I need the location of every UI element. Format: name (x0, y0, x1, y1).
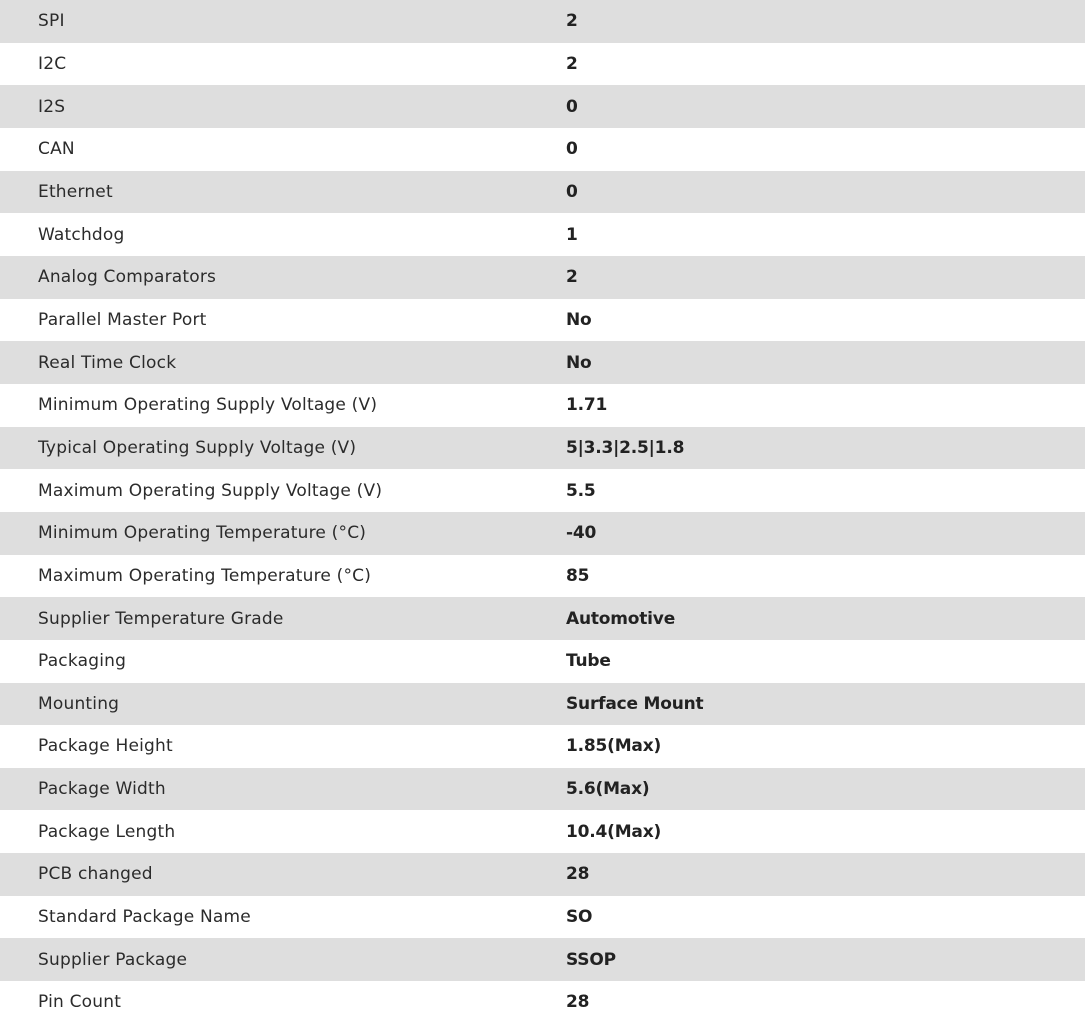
spec-label: Package Width (38, 779, 166, 800)
spec-label: Ethernet (38, 181, 113, 202)
spec-label: Supplier Package (38, 949, 188, 970)
spec-value: 0 (566, 181, 578, 202)
spec-label: SPI (38, 11, 65, 32)
spec-value: No (566, 309, 592, 330)
spec-value: Automotive (566, 608, 676, 629)
spec-label: Parallel Master Port (38, 309, 207, 330)
spec-label: Pin Count (38, 992, 122, 1013)
table-row (0, 171, 1085, 214)
table-row (0, 512, 1085, 555)
spec-label: Package Length (38, 821, 176, 842)
table-row (0, 427, 1085, 470)
spec-label: Supplier Temperature Grade (38, 608, 284, 629)
spec-label: Mounting (38, 693, 120, 714)
spec-value: Surface Mount (566, 693, 704, 714)
spec-value: 5|3.3|2.5|1.8 (566, 437, 685, 458)
table-row (0, 213, 1085, 256)
spec-label: I2S (38, 96, 66, 117)
spec-value: Tube (566, 651, 611, 672)
spec-value: 0 (566, 139, 578, 160)
spec-label: Standard Package Name (38, 907, 251, 928)
spec-value: 5.6(Max) (566, 779, 650, 800)
table-row (0, 725, 1085, 768)
spec-value: -40 (566, 523, 597, 544)
spec-label: Packaging (38, 651, 127, 672)
spec-value: 2 (566, 267, 578, 288)
spec-label: Minimum Operating Supply Voltage (V) (38, 395, 378, 416)
spec-value: 0 (566, 96, 578, 117)
table-row (0, 981, 1085, 1024)
table-row (0, 43, 1085, 86)
spec-label: Analog Comparators (38, 267, 217, 288)
table-row (0, 896, 1085, 939)
table-row (0, 853, 1085, 896)
spec-label: Typical Operating Supply Voltage (V) (38, 437, 357, 458)
spec-label: Watchdog (38, 224, 125, 245)
table-row (0, 597, 1085, 640)
table-row (0, 640, 1085, 683)
spec-value: SO (566, 907, 593, 928)
spec-label: Minimum Operating Temperature (°C) (38, 523, 367, 544)
spec-value: 28 (566, 992, 590, 1013)
spec-value: 1.71 (566, 395, 608, 416)
table-row (0, 768, 1085, 811)
table-row (0, 85, 1085, 128)
table-row (0, 555, 1085, 598)
spec-value: 85 (566, 565, 590, 586)
table-row (0, 256, 1085, 299)
table-row (0, 341, 1085, 384)
spec-value: SSOP (566, 949, 616, 970)
spec-value: 2 (566, 53, 578, 74)
spec-label: Maximum Operating Temperature (°C) (38, 565, 372, 586)
table-row (0, 0, 1085, 43)
table-row (0, 683, 1085, 726)
spec-value: 2 (566, 11, 578, 32)
table-row (0, 938, 1085, 981)
spec-label: CAN (38, 139, 75, 160)
spec-label: Maximum Operating Supply Voltage (V) (38, 480, 383, 501)
spec-value: 10.4(Max) (566, 821, 662, 842)
spec-value: 28 (566, 864, 590, 885)
table-row (0, 810, 1085, 853)
spec-value: 1 (566, 224, 578, 245)
spec-label: Package Height (38, 736, 173, 757)
spec-label: PCB changed (38, 864, 153, 885)
table-row (0, 128, 1085, 171)
spec-label: I2C (38, 53, 67, 74)
spec-label: Real Time Clock (38, 352, 177, 373)
table-row (0, 469, 1085, 512)
table-row (0, 384, 1085, 427)
spec-value: 5.5 (566, 480, 596, 501)
spec-value: 1.85(Max) (566, 736, 662, 757)
spec-value: No (566, 352, 592, 373)
table-row (0, 299, 1085, 342)
